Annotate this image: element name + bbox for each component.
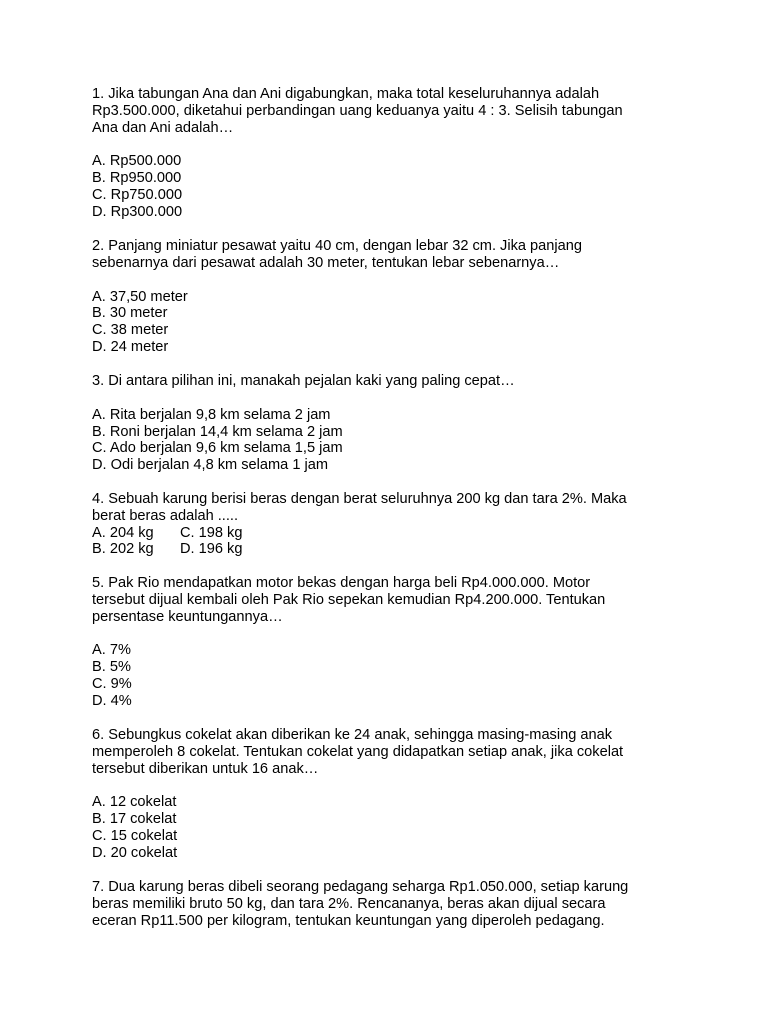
question-3	[92, 373, 692, 474]
option-c: C. Ado berjalan 9,6 km selama 1,5 jam	[92, 440, 343, 457]
question-7-text: 7. Dua karung beras dibeli seorang pedagang seharga Rp1.050.000, setiap karung beras memiliki bruto 50 kg, dan tara 2%. Rencananya, beras akan dijual secara eceran Rp11.500 per kilogram, tentukan keuntungan yang diperoleh pedagang.	[92, 879, 629, 929]
question-6	[92, 727, 692, 862]
question-2-options	[92, 289, 692, 356]
option-a: A. 12 cokelat	[92, 794, 177, 811]
question-4-options	[92, 525, 692, 559]
question-1	[92, 86, 692, 221]
question-6-text: 6. Sebungkus cokelat akan diberikan ke 24 anak, sehingga masing-masing anak memperoleh 8 cokelat. Tentukan cokelat yang didapatkan setiap anak, jika cokelat tersebut diberikan untuk 16 anak…	[92, 727, 624, 777]
option-c: C. 38 meter	[92, 322, 169, 339]
question-2	[92, 238, 692, 356]
option-a: A. Rita berjalan 9,8 km selama 2 jam	[92, 406, 331, 423]
question-4-text: 4. Sebuah karung berisi beras dengan berat seluruhnya 200 kg dan tara 2%. Maka berat beras adalah .....	[92, 491, 627, 524]
option-c: C. Rp750.000	[92, 186, 183, 203]
question-1-text: 1. Jika tabungan Ana dan Ani digabungkan, maka total keseluruhannya adalah Rp3.500.000, diketahui perbandingan uang keduanya yaitu 4 : 3. Selisih tabungan Ana dan Ani adalah…	[92, 86, 623, 136]
question-1-options	[92, 153, 692, 220]
option-c: C. 15 cokelat	[92, 827, 178, 844]
question-3-options	[92, 407, 692, 474]
option-b: B. Roni berjalan 14,4 km selama 2 jam	[92, 423, 343, 440]
option-b: B. 17 cokelat	[92, 811, 177, 828]
option-c: C. 198 kg	[180, 524, 243, 541]
question-5	[92, 575, 692, 710]
option-d: D. 20 cokelat	[92, 844, 178, 861]
option-row	[92, 525, 692, 542]
option-d: D. 4%	[92, 692, 132, 709]
option-b: B. 30 meter	[92, 305, 168, 322]
option-d: D. Odi berjalan 4,8 km selama 1 jam	[92, 457, 329, 474]
question-3-text: 3. Di antara pilihan ini, manakah pejalan kaki yang paling cepat…	[92, 373, 515, 389]
question-7	[92, 879, 692, 929]
option-a: A. Rp500.000	[92, 153, 182, 170]
option-row	[92, 541, 692, 558]
question-2-text: 2. Panjang miniatur pesawat yaitu 40 cm, dengan lebar 32 cm. Jika panjang sebenarnya dari pesawat adalah 30 meter, tentukan lebar sebenarnya…	[92, 238, 582, 271]
option-b: B. 5%	[92, 659, 131, 676]
option-d: D. Rp300.000	[92, 203, 183, 220]
option-b: B. Rp950.000	[92, 170, 182, 187]
option-a: A. 37,50 meter	[92, 288, 188, 305]
question-6-options	[92, 794, 692, 861]
option-a: A. 7%	[92, 642, 131, 659]
question-5-options	[92, 642, 692, 709]
option-d: D. 24 meter	[92, 338, 169, 355]
question-5-text: 5. Pak Rio mendapatkan motor bekas dengan harga beli Rp4.000.000. Motor tersebut dijual kembali oleh Pak Rio sepekan kemudian Rp4.200.000. Tentukan persentase keuntungannya…	[92, 575, 606, 625]
question-4	[92, 491, 692, 558]
option-d: D. 196 kg	[180, 541, 243, 558]
option-c: C. 9%	[92, 675, 132, 692]
option-a: A. 204 kg	[92, 524, 154, 541]
option-b: B. 202 kg	[92, 541, 154, 558]
